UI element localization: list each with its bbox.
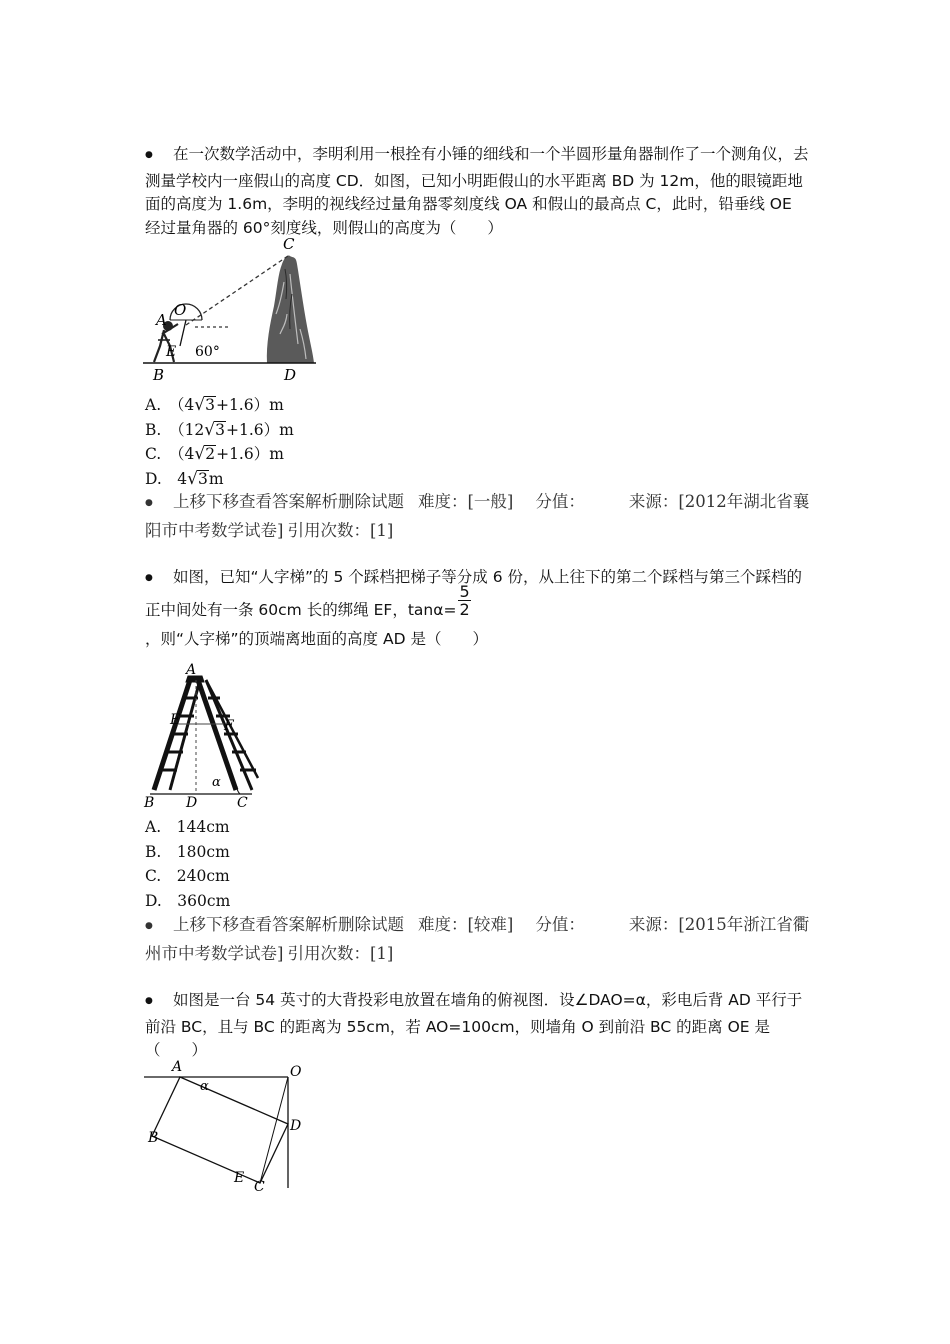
option-b[interactable]: B. （12√3+1.6）m xyxy=(145,419,294,440)
label-C: C xyxy=(283,235,295,253)
question-2-figure xyxy=(140,662,275,812)
difficulty-label: 难度：[较难] xyxy=(418,915,514,934)
option-d[interactable]: D. 4√3m xyxy=(145,468,224,489)
question-1-options xyxy=(145,393,810,491)
source-label: 来源：[2012年湖北省襄阳市中考数学试卷] xyxy=(145,492,810,540)
bullet-icon xyxy=(145,912,173,941)
question-actions-link[interactable]: 上移下移查看答案解析删除试题 xyxy=(173,915,404,934)
label-E: E xyxy=(166,344,177,360)
question-2-options xyxy=(145,815,810,913)
score-label: 分值： xyxy=(535,915,585,934)
label-C: C xyxy=(254,1179,265,1195)
mountain-shape xyxy=(267,255,314,363)
label-O: O xyxy=(174,301,187,319)
option-c[interactable]: C. 240cm xyxy=(145,867,230,885)
question-actions-link[interactable]: 上移下移查看答案解析删除试题 xyxy=(173,492,404,511)
question-1-figure xyxy=(140,234,330,384)
label-B: B xyxy=(144,795,155,811)
tan-fraction: $\frac{5}{2}$ xyxy=(459,581,470,619)
label-alpha: α xyxy=(212,775,221,790)
question-2-stem: ●如图，已知“人字梯”的 5 个踩档把梯子等分成 6 份，从上往下的第二个踩档与第三个踩档的正中间处有一条 60cm 长的绑绳 EF，tanα= $\frac{5}{2}$ ，则“人字梯”的顶端离地面的高度 AD 是（ ） xyxy=(145,566,810,651)
label-A: A xyxy=(156,311,167,329)
bullet-icon xyxy=(145,489,173,518)
question-2-meta xyxy=(145,912,810,967)
source-label: 来源：[2015年浙江省衢州市中考数学试卷] xyxy=(145,915,810,963)
bullet-icon xyxy=(145,143,173,170)
option-a[interactable]: A. 144cm xyxy=(145,818,230,836)
bullet-icon xyxy=(145,989,173,1016)
label-angle-60: 60° xyxy=(195,344,220,360)
question-1-meta xyxy=(145,489,810,544)
label-O: O xyxy=(290,1064,302,1080)
label-F: F xyxy=(224,718,234,734)
difficulty-label: 难度：[一般] xyxy=(418,492,514,511)
option-c[interactable]: C. （4√2+1.6）m xyxy=(145,444,284,464)
angle-alpha-arc xyxy=(237,786,240,794)
label-alpha: α xyxy=(200,1079,209,1094)
option-d[interactable]: D. 360cm xyxy=(145,891,231,910)
bullet-icon xyxy=(145,566,173,593)
label-B: B xyxy=(148,1130,159,1146)
score-label: 分值： xyxy=(535,492,585,511)
label-A: A xyxy=(172,1059,183,1075)
tv-rectangle xyxy=(152,1077,288,1183)
label-A: A xyxy=(186,662,197,678)
question-3-figure xyxy=(140,1056,315,1196)
label-C: C xyxy=(237,795,248,811)
question-1-stem: ●在一次数学活动中，李明利用一根拴有小锤的细线和一个半圆形量角器制作了一个测角仪，去测量学校内一座假山的高度 CD．如图，已知小明距假山的水平距离 BD 为 12m，他的眼镜距地面的高度为 1.6m，李明的视线经过量角器零刻度线 OA 和假山的最高点 C，此时，铅垂线 OE 经过量角器的 60°刻度线，则假山的高度为（ ） xyxy=(145,143,810,240)
plumb-line xyxy=(180,320,186,346)
label-E: E xyxy=(170,712,181,728)
label-E: E xyxy=(234,1170,245,1186)
label-D: D xyxy=(186,795,198,811)
label-D: D xyxy=(290,1118,302,1134)
label-D: D xyxy=(284,366,297,384)
option-a[interactable]: A. （4√3+1.6）m xyxy=(145,395,284,415)
label-B: B xyxy=(153,366,165,384)
refs-label: 引用次数：[1] xyxy=(287,944,394,963)
refs-label: 引用次数：[1] xyxy=(287,521,394,540)
option-b[interactable]: B. 180cm xyxy=(145,842,230,861)
question-3-stem: ●如图是一台 54 英寸的大背投彩电放置在墙角的俯视图．设∠DAO=α，彩电后背 AD 平行于前沿 BC，且与 BC 的距离为 55cm，若 AO=100cm，则墙角 O 到前沿 BC 的距离 OE 是（ ） xyxy=(145,989,810,1063)
segment-OE xyxy=(260,1077,288,1183)
ladder-shape xyxy=(154,676,258,790)
